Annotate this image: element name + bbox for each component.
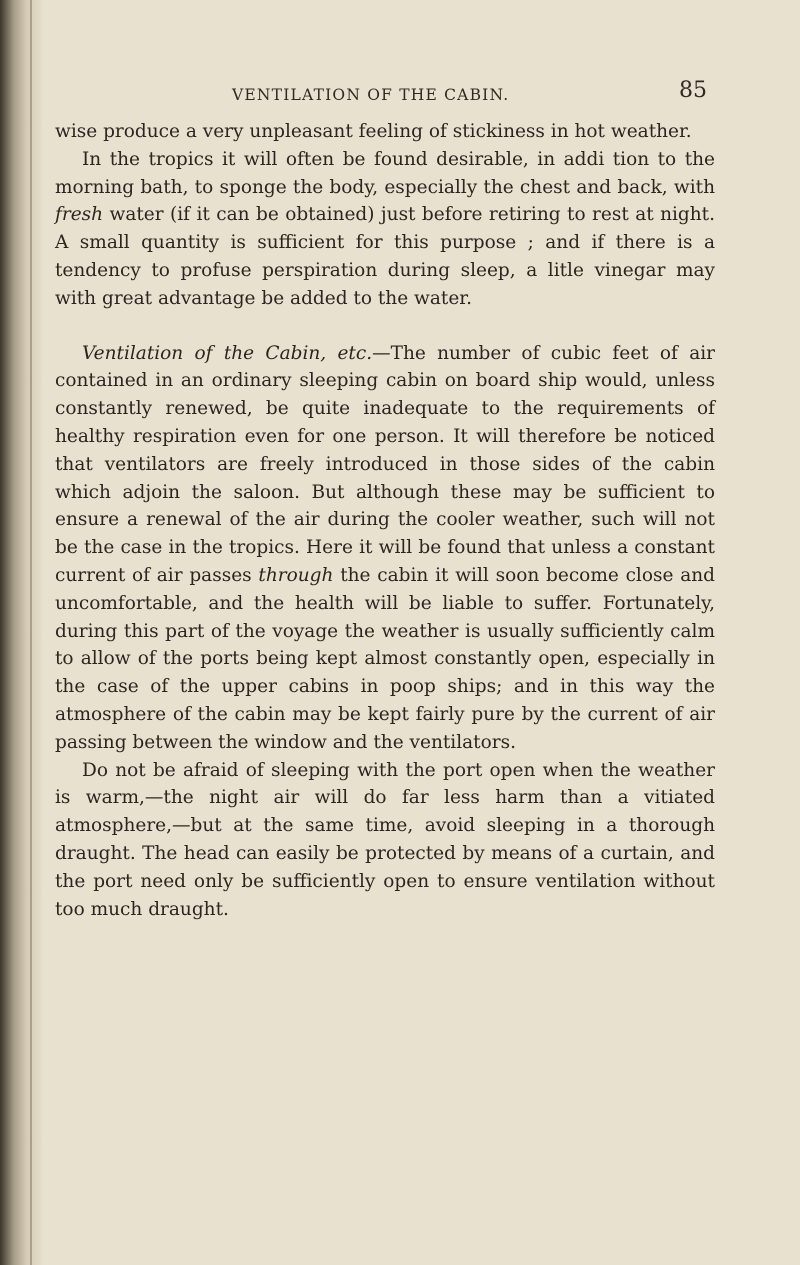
running-title: VENTILATION OF THE CABIN. (232, 86, 510, 104)
paragraph-text: In the tropics it will often be found desirable, in addi tion to the morning bath, to sponge the body, especially the chest and back, with (55, 148, 715, 198)
paragraph-text: Do not be afraid of sleeping with the port open when the weather is warm,—the night air will do far less harm than a vitiated atmosphere,—but at the same time, avoid sleeping in a thorough draught. The head can easily be protected by means of a curtain, and the port need only be sufficiently open to ensure ventilation without too much draught. (55, 759, 715, 920)
running-header (55, 78, 715, 118)
emphasized-word: through (258, 564, 334, 586)
page-number: 85 (679, 78, 707, 103)
body-text (55, 118, 715, 923)
paragraph-tropics-bathing (55, 146, 715, 313)
book-page (55, 78, 715, 923)
paragraph-text: water (if it can be obtained) just before retiring to rest at night. A small quantity is sufficient for this purpose ; and if there is a tendency to profuse perspiration during sleep, a litle vinegar may with great advantage be added to the water. (55, 204, 715, 309)
paragraph-text: the cabin it will soon become close and uncomfortable, and the health will be liable to suffer. Fortunately, during this part of the voyage the weather is usually sufficiently calm to allow of the ports being kept almost constantly open, especially in the case of the upper cabins in poop ships; and in this way the atmosphere of the cabin may be kept fairly pure by the current of air passing between the window and the ventilators. (55, 564, 715, 753)
book-binding-edge (0, 0, 42, 1265)
paragraph-ventilation (55, 340, 715, 757)
binding-crease (30, 0, 32, 1265)
emphasized-word: fresh (55, 204, 104, 226)
section-heading: Ventilation of the Cabin, etc. (82, 342, 373, 364)
paragraph-text: wise produce a very unpleasant feeling of stickiness in hot weather. (55, 121, 692, 142)
paragraph-text: —The number of cubic feet of air contained in an ordinary sleeping cabin on board ship would, unless constantly renewed, be quite inadequate to the requirements of healthy respiration even for one person. It will therefore be noticed that ventilators are freely introduced in those sides of the cabin which adjoin the saloon. But although these may be sufficient to ensure a renewal of the air during the cooler weather, such will not be the case in the tropics. Here it will be found that unless a constant current of air passes (55, 342, 715, 586)
paragraph-continuation (55, 118, 715, 146)
paragraph-port-open (55, 757, 715, 924)
